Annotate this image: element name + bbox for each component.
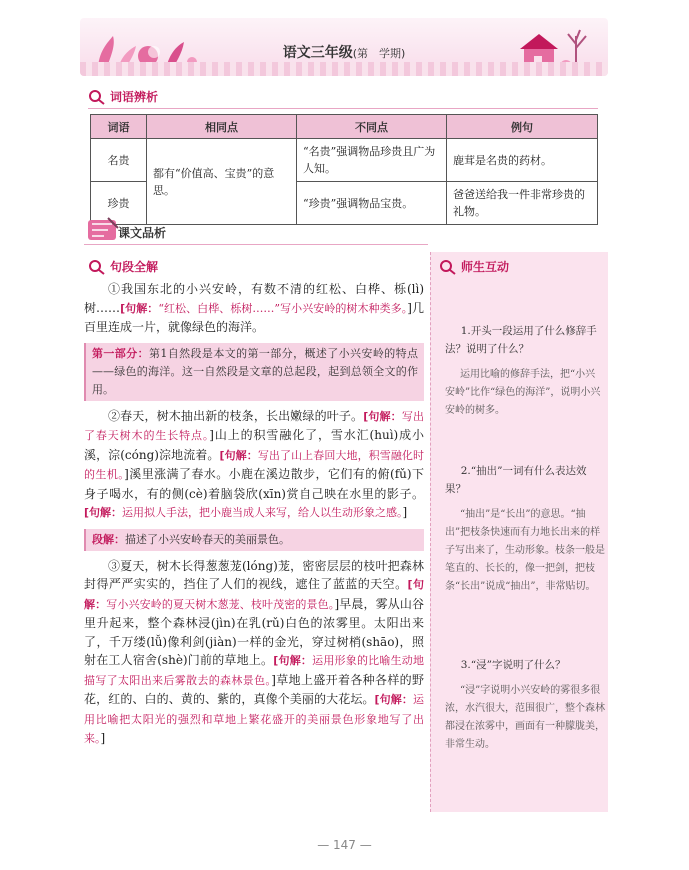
cell-common: 都有“价值高、宝贵”的意思。	[147, 139, 297, 225]
vocab-section-heading	[88, 88, 158, 105]
vocab-section-title: 词语辨析	[110, 90, 159, 104]
col-header-example: 例句	[447, 115, 598, 139]
paragraph-summary: 段解：描述了小兴安岭春天的美丽景色。	[84, 529, 424, 551]
part-summary: 第一部分：第1自然段是本文的第一部分，概述了小兴安岭的特点——绿色的海洋。这一自然段是文章的总起段，起到总领全文的作用。	[84, 343, 424, 401]
book-title: 语文三年级	[282, 45, 353, 61]
table-row	[91, 139, 598, 182]
cell-example: 爸爸送给我一件非常珍贵的礼物。	[447, 182, 598, 225]
annotation: [句解：运用拟人手法，把小鹿当成人来写，给人以生动形象之感。	[84, 506, 403, 519]
cell-diff: “珍贵”强调物品宝贵。	[297, 182, 447, 225]
sentence-analysis-title: 句段全解	[110, 260, 159, 274]
paragraph-2: ②春天，树木抽出新的枝条，长出嫩绿的叶子。[句解：写出了春天树木的生长特点。]山上的积雪融化了，雪水汇(huì)成小溪，淙(cóng)淙地流着。[句解：写出了山上春回大地，积雪融化时的生机。]溪里涨满了春水。小鹿在溪边散步，它们有的俯(fǔ)下身子喝水，有的侧(cè)着脑袋欣(xīn)赏自己映在水里的影子。[句解：运用拟人手法，把小鹿当成人来写，给人以生动形象之感。]	[84, 408, 424, 519]
main-text	[84, 280, 424, 749]
vocab-table	[90, 114, 598, 225]
header-band	[80, 62, 608, 76]
magnifier-icon	[439, 259, 457, 275]
annotation: [句解：“红松、白桦、栎树……”写小兴安岭的树木种类多。	[120, 301, 408, 315]
paragraph-1: ①我国东北的小兴安岭，有数不清的红松、白桦、栎(lì)树……[句解：“红松、白桦、栎树……”写小兴安岭的树木种类多。]几百里连成一片，就像绿色的海洋。	[84, 282, 424, 334]
cell-word: 珍贵	[91, 182, 147, 225]
col-header-common: 相同点	[147, 115, 297, 139]
analysis-section-title: 课文品析	[118, 226, 167, 240]
magnifier-icon	[88, 259, 106, 275]
annotation: [句解：写出了春天树木的生长特点。	[84, 409, 424, 442]
cell-example: 鹿茸是名贵的药材。	[447, 139, 598, 182]
col-header-word: 词语	[91, 115, 147, 139]
qa-item: 1.开头一段运用了什么修辞手法？说明了什么？ 运用比喻的修辞手法，把“小兴安岭”比作“绿色的海洋”，说明小兴安岭的树多。	[445, 325, 601, 416]
sidebar-panel	[430, 252, 608, 812]
page-number: — 147 —	[317, 838, 372, 852]
annotation: [句解：运用比喻把太阳光的强烈和草地上繁花盛开的美丽景色形象地写了出来。	[84, 693, 424, 745]
divider	[88, 108, 598, 109]
cell-word: 名贵	[91, 139, 147, 182]
sidebar-title: 师生互动	[461, 260, 510, 274]
divider	[84, 244, 428, 245]
annotation: [句解：写出了山上春回大地，积雪融化时的生机。	[84, 448, 424, 481]
sentence-analysis-heading	[88, 258, 158, 275]
paragraph-3: ③夏天，树木长得葱葱茏(lóng)茏，密密层层的枝叶把森林封得严严实实的，挡住了人们的视线，遮住了蓝蓝的天空。[句解：写小兴安岭的夏天树木葱茏、枝叶茂密的景色。]早晨，雾从山谷里升起来，整个森林浸(jìn)在乳(rǔ)白色的浓雾里。太阳出来了，千万缕(lǚ)像利剑(jiàn)一样的金光，穿过树梢(shāo)，照射在工人宿舍(shè)门前的草地上。[句解：运用形象的比喻生动地描写了太阳出来后雾散去的森林景色。]草地上盛开着各种各样的野花，红的、白的、黄的、紫的，真像个美丽的大花坛。[句解：运用比喻把太阳光的强烈和草地上繁花盛开的美丽景色形象地写了出来。]	[84, 558, 425, 745]
page-title	[80, 42, 608, 62]
annotation: [句解：写小兴安岭的夏天树木葱茏、枝叶茂密的景色。	[84, 578, 424, 611]
sidebar-heading	[439, 258, 509, 275]
qa-item: 2.“抽出”一词有什么表达效果？ “抽出”是“长出”的意思。“抽出”把枝条快速而有力地长出来的样子写出来了，生动形象。枝条一般是笔直的、长长的，像一把剑，把枝条“长出”说成“抽出”，非常贴切。	[445, 465, 605, 592]
qa-item: 3.“浸”字说明了什么？ “浸”字说明小兴安岭的雾很多很浓，水汽很大，范围很广，整个森林都浸在浓雾中，画面有一种朦胧美，非常生动。	[445, 659, 605, 750]
magnifier-icon	[88, 89, 106, 105]
book-subtitle: (第 学期)	[352, 47, 406, 60]
page-header	[80, 18, 608, 76]
cell-diff: “名贵”强调物品珍贵且广为人知。	[297, 139, 447, 182]
annotation: [句解：运用形象的比喻生动地描写了太阳出来后雾散去的森林景色。	[84, 654, 424, 687]
table-header-row	[91, 115, 598, 139]
col-header-diff: 不同点	[297, 115, 447, 139]
